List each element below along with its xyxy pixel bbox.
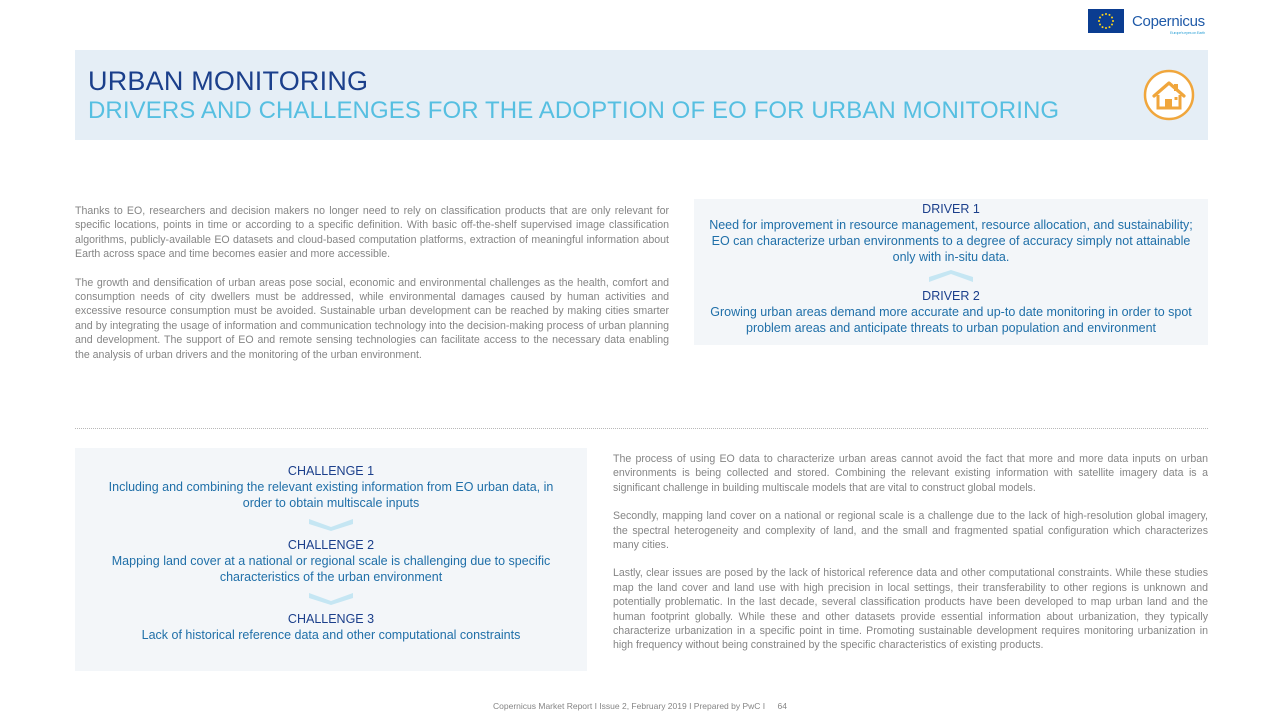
challenge-text: Lack of historical reference data and other computational constraints — [141, 628, 521, 642]
eu-flag-icon — [1088, 9, 1124, 33]
copernicus-logo — [1132, 12, 1205, 35]
challenge-heading: CHALLENGE 2 — [287, 538, 375, 552]
drivers-box — [694, 199, 1208, 345]
house-icon — [1143, 69, 1195, 121]
copernicus-tagline: Europe's eyes on Earth — [1170, 29, 1205, 35]
challenge-heading: CHALLENGE 1 — [287, 464, 375, 478]
intro-paragraph: Thanks to EO, researchers and decision makers no longer need to rely on classification products that are only relevant for specific locations, points in time or according to a specific definition. With basic off-the-shelf supervised image classification algorithms, publicly-available EO datasets and cloud-based computation platforms, extraction of meaningful information about Earth across space and time becomes easier and more accessible. — [75, 205, 669, 261]
driver-text: Need for improvement in resource management, resource allocation, and sustainability; EO can characterize urban environments to a degree of accuracy simply not attainable only with in-situ data. — [709, 218, 1193, 264]
challenges-paragraph: Secondly, mapping land cover on a national or regional scale is a challenge due to the lack of high-resolution global imagery, the spectral heterogeneity and complexity of land, and the small and fragmented spatial configuration which characterizes many cities. — [613, 510, 1208, 552]
challenges-text — [613, 452, 1208, 667]
challenge-heading: CHALLENGE 3 — [287, 612, 375, 626]
chevron-down-icon — [309, 591, 353, 605]
challenge-text: Mapping land cover at a national or regional scale is challenging due to specific characteristics of the urban environment — [111, 554, 551, 584]
driver-text: Growing urban areas demand more accurate and up-to date monitoring in order to spot problem areas and anticipate threats to urban population and environment — [710, 305, 1192, 335]
driver-heading: DRIVER 2 — [922, 289, 980, 303]
chevron-down-icon — [309, 517, 353, 531]
chevron-up-icon — [929, 270, 973, 284]
footer-text: Copernicus Market Report I Issue 2, February 2019 I Prepared by PwC I — [493, 701, 766, 711]
challenges-paragraph: The process of using EO data to characterize urban areas cannot avoid the fact that more and more data inputs on urban environments is being collected and stored. Combining the relevant existing information with satellite imagery data is a significant challenge in building multiscale models that are vital to construct global models. — [613, 453, 1208, 494]
challenges-paragraph: Lastly, clear issues are posed by the lack of historical reference data and other computational constraints. While these studies map the land cover and land use with high precision in local settings, their transferability to other regions is unknown and potentially problematic. In the last decade, several classification products have been developed to map urban land and the human footprint globally. While these and other datasets provide essential information about urbanization, they typically characterize urbanization in a specific point in time. Promoting sustainable development requires monitoring urbanization in high frequency without being constrained by the specific characteristics of existing products. — [613, 567, 1208, 652]
section-divider — [75, 428, 1208, 429]
page-subtitle: DRIVERS AND CHALLENGES FOR THE ADOPTION OF EO FOR URBAN MONITORING — [88, 97, 1060, 124]
page-title: URBAN MONITORING — [88, 66, 369, 96]
logo-group — [1088, 9, 1205, 33]
intro-paragraph: The growth and densification of urban areas pose social, economic and environmental challenges as the health, comfort and consumption needs of city dwellers must be addressed, while environmental damages caused by human activities and excessive resource consumption must be avoided. Sustainable urban development can be reached by making cities smarter and by integrating the usage of information and communication technology into the decision-making process of urban planning and development. The support of EO and remote sensing technologies can facilitate access to the necessary data enabling the analysis of urban drivers and the monitoring of the urban environment. — [75, 276, 669, 361]
driver-heading: DRIVER 1 — [922, 202, 980, 216]
page-number: 64 — [777, 701, 787, 711]
copernicus-name: Copernicus — [1132, 12, 1205, 30]
page-header — [75, 50, 1208, 140]
intro-text — [75, 204, 669, 376]
challenge-text: Including and combining the relevant existing information from EO urban data, in order to obtain multiscale inputs — [108, 480, 554, 510]
page-footer — [0, 701, 1280, 711]
challenges-box — [75, 448, 587, 671]
